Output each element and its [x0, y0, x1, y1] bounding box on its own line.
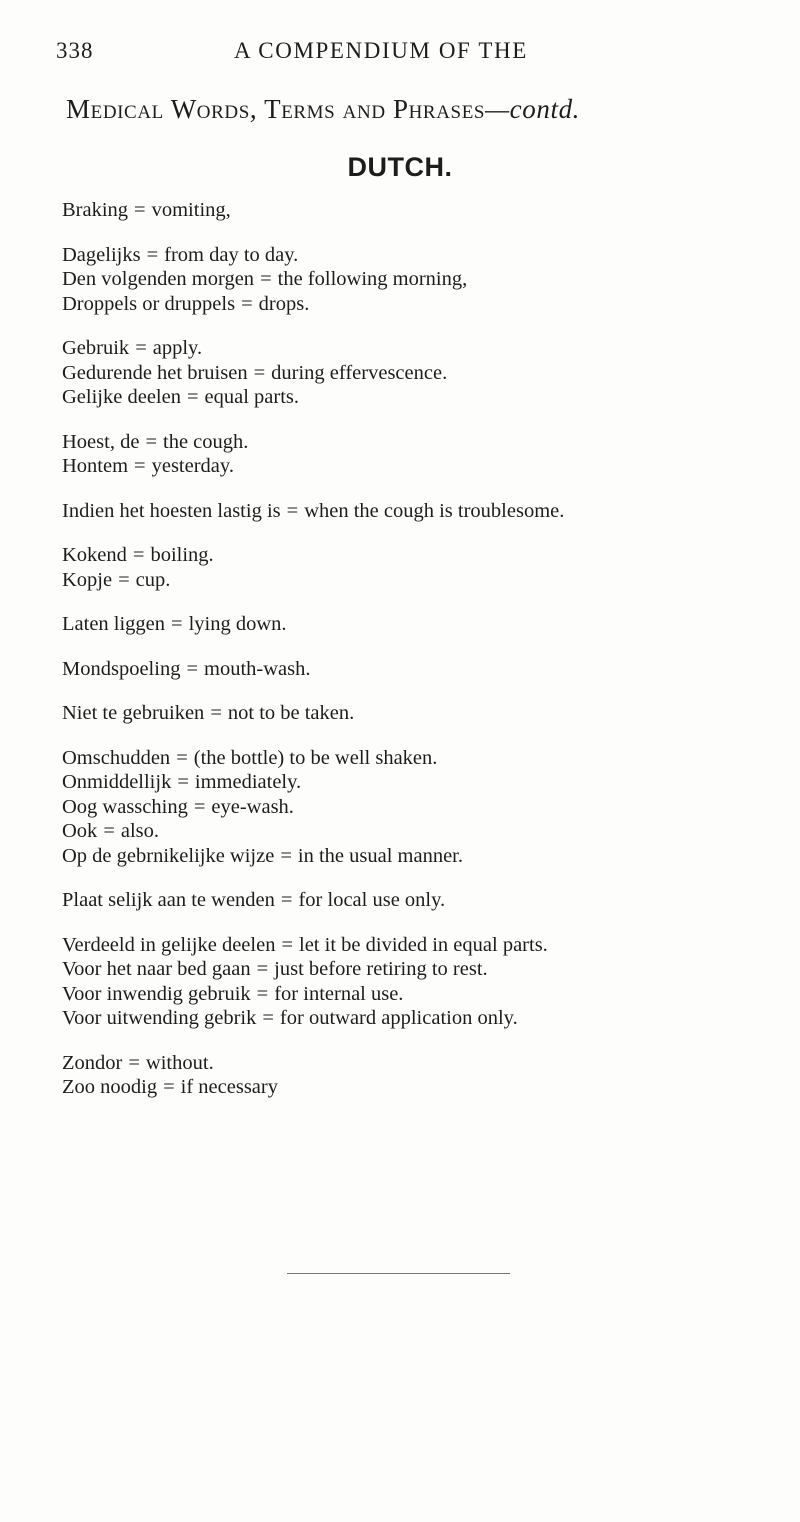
- entry-meaning: in the usual manner.: [297, 844, 463, 867]
- glossary-entry: [62, 385, 782, 410]
- entry-meaning: the cough.: [163, 430, 249, 453]
- end-rule: [287, 1273, 510, 1274]
- entry-term: Gebruik: [62, 337, 130, 359]
- glossary-entry: [62, 267, 782, 292]
- entry-term: Den volgenden morgen: [62, 268, 255, 290]
- equals-sign: =: [260, 268, 272, 290]
- entry-meaning: lying down.: [188, 613, 287, 635]
- entry-meaning: if necessary: [180, 1076, 278, 1098]
- equals-sign: =: [193, 795, 206, 818]
- glossary-entry: [62, 454, 782, 479]
- equals-sign: =: [256, 958, 269, 980]
- equals-sign: =: [176, 746, 188, 769]
- entry-term: Zondor: [62, 1051, 123, 1074]
- entry-group: [62, 243, 782, 317]
- entry-meaning: also.: [120, 820, 160, 842]
- entry-term: Laten liggen: [62, 613, 166, 635]
- equals-sign: =: [118, 568, 130, 591]
- entry-meaning: cup.: [135, 568, 171, 591]
- entry-term: Indien het hoesten lastig is: [62, 499, 281, 522]
- entry-term: Mondspoeling: [62, 657, 181, 680]
- entry-group: [62, 701, 782, 726]
- entry-group: [62, 746, 782, 869]
- entry-meaning: not to be taken.: [227, 702, 355, 724]
- entry-term: Verdeeld in gelijke deelen: [62, 933, 276, 956]
- equals-sign: =: [128, 1051, 140, 1074]
- entry-meaning: mouth-wash.: [204, 657, 311, 680]
- glossary-entry: [62, 336, 782, 361]
- entry-group: [62, 933, 782, 1031]
- entry-meaning: when the cough is troublesome.: [304, 499, 565, 522]
- equals-sign: =: [256, 982, 269, 1005]
- section-title-main: Medical Words, Terms and Phrases: [66, 94, 486, 124]
- equals-sign: =: [134, 199, 146, 221]
- glossary-entry: [62, 701, 782, 726]
- entry-term: Voor uitwending gebrik: [62, 1007, 257, 1029]
- entry-term: Onmiddellijk: [62, 771, 172, 793]
- equals-sign: =: [146, 243, 159, 266]
- entry-term: Kopje: [62, 568, 113, 591]
- entry-meaning: (the bottle) to be well shaken.: [193, 746, 438, 769]
- section-title: [66, 94, 580, 125]
- glossary-entry: [62, 198, 782, 223]
- entry-term: Ook: [62, 820, 98, 842]
- entry-group: [62, 657, 782, 682]
- entry-meaning: for outward application only.: [279, 1007, 518, 1029]
- equals-sign: =: [262, 1007, 274, 1029]
- entry-group: [62, 499, 782, 524]
- equals-sign: =: [210, 702, 222, 724]
- entry-term: Braking: [62, 199, 129, 221]
- language-heading: DUTCH.: [347, 152, 453, 182]
- equals-sign: =: [241, 292, 253, 315]
- glossary-entry: [62, 243, 782, 268]
- entry-group: [62, 888, 782, 913]
- entry-meaning: immediately.: [194, 771, 302, 793]
- page-number: 338: [56, 38, 94, 63]
- entry-meaning: for internal use.: [274, 982, 404, 1005]
- glossary-entry: [62, 543, 782, 568]
- entry-term: Zoo noodig: [62, 1076, 158, 1098]
- entry-term: Oog wassching: [62, 795, 188, 818]
- equals-sign: =: [280, 844, 292, 867]
- entry-meaning: let it be divided in equal parts.: [299, 933, 548, 956]
- equals-sign: =: [103, 820, 115, 842]
- entry-meaning: boiling.: [150, 544, 214, 566]
- entry-term: Niet te gebruiken: [62, 702, 205, 724]
- entry-term: Voor inwendig gebruik: [62, 982, 251, 1005]
- entry-term: Gelijke deelen: [62, 386, 181, 408]
- entry-meaning: the following morning,: [277, 268, 468, 290]
- equals-sign: =: [253, 361, 266, 384]
- entry-term: Dagelijks: [62, 243, 141, 266]
- entry-meaning: yesterday.: [151, 455, 234, 477]
- equals-sign: =: [186, 657, 199, 680]
- entry-group: [62, 336, 782, 410]
- entry-meaning: from day to day.: [164, 243, 299, 266]
- entry-term: Droppels or druppels: [62, 292, 236, 315]
- entry-meaning: eye-wash.: [211, 795, 294, 818]
- glossary-entry: [62, 430, 782, 455]
- glossary-entry: [62, 795, 782, 820]
- glossary-entry: [62, 499, 782, 524]
- equals-sign: =: [132, 544, 145, 566]
- section-title-suffix: —contd.: [485, 94, 581, 124]
- glossary-entry: [62, 1051, 782, 1076]
- glossary-entry: [62, 770, 782, 795]
- equals-sign: =: [145, 430, 157, 453]
- glossary: [62, 198, 782, 1120]
- glossary-entry: [62, 361, 782, 386]
- equals-sign: =: [134, 455, 146, 477]
- entry-term: Omschudden: [62, 746, 171, 769]
- glossary-entry: [62, 1006, 782, 1031]
- glossary-entry: [62, 888, 782, 913]
- entry-meaning: for local use only.: [298, 889, 446, 911]
- entry-meaning: drops.: [258, 292, 310, 315]
- entry-term: Gedurende het bruisen: [62, 361, 248, 384]
- equals-sign: =: [135, 337, 147, 359]
- equals-sign: =: [286, 499, 299, 522]
- entry-meaning: without.: [145, 1051, 214, 1074]
- glossary-entry: [62, 746, 782, 771]
- entry-term: Plaat selijk aan te wenden: [62, 889, 275, 911]
- equals-sign: =: [186, 386, 199, 408]
- glossary-entry: [62, 982, 782, 1007]
- entry-meaning: equal parts.: [204, 386, 300, 408]
- entry-group: [62, 612, 782, 637]
- equals-sign: =: [171, 613, 183, 635]
- entry-term: Hoest, de: [62, 430, 140, 453]
- entry-meaning: just before retiring to rest.: [274, 958, 488, 980]
- glossary-entry: [62, 292, 782, 317]
- glossary-entry: [62, 657, 782, 682]
- entry-group: [62, 430, 782, 479]
- glossary-entry: [62, 612, 782, 637]
- equals-sign: =: [281, 933, 294, 956]
- entry-term: Hontem: [62, 455, 129, 477]
- equals-sign: =: [163, 1076, 175, 1098]
- equals-sign: =: [280, 889, 293, 911]
- entry-group: [62, 543, 782, 592]
- glossary-entry: [62, 844, 782, 869]
- equals-sign: =: [177, 771, 189, 793]
- running-head: A COMPENDIUM OF THE: [234, 38, 528, 63]
- entry-group: [62, 198, 782, 223]
- glossary-entry: [62, 1075, 782, 1100]
- entry-meaning: during effervescence.: [271, 361, 448, 384]
- page-header: [56, 38, 746, 72]
- entry-meaning: vomiting,: [151, 199, 231, 221]
- entry-group: [62, 1051, 782, 1100]
- glossary-entry: [62, 933, 782, 958]
- entry-term: Kokend: [62, 544, 127, 566]
- entry-term: Op de gebrnikelijke wijze: [62, 844, 275, 867]
- glossary-entry: [62, 819, 782, 844]
- glossary-entry: [62, 568, 782, 593]
- entry-meaning: apply.: [152, 337, 203, 359]
- entry-term: Voor het naar bed gaan: [62, 958, 251, 980]
- glossary-entry: [62, 957, 782, 982]
